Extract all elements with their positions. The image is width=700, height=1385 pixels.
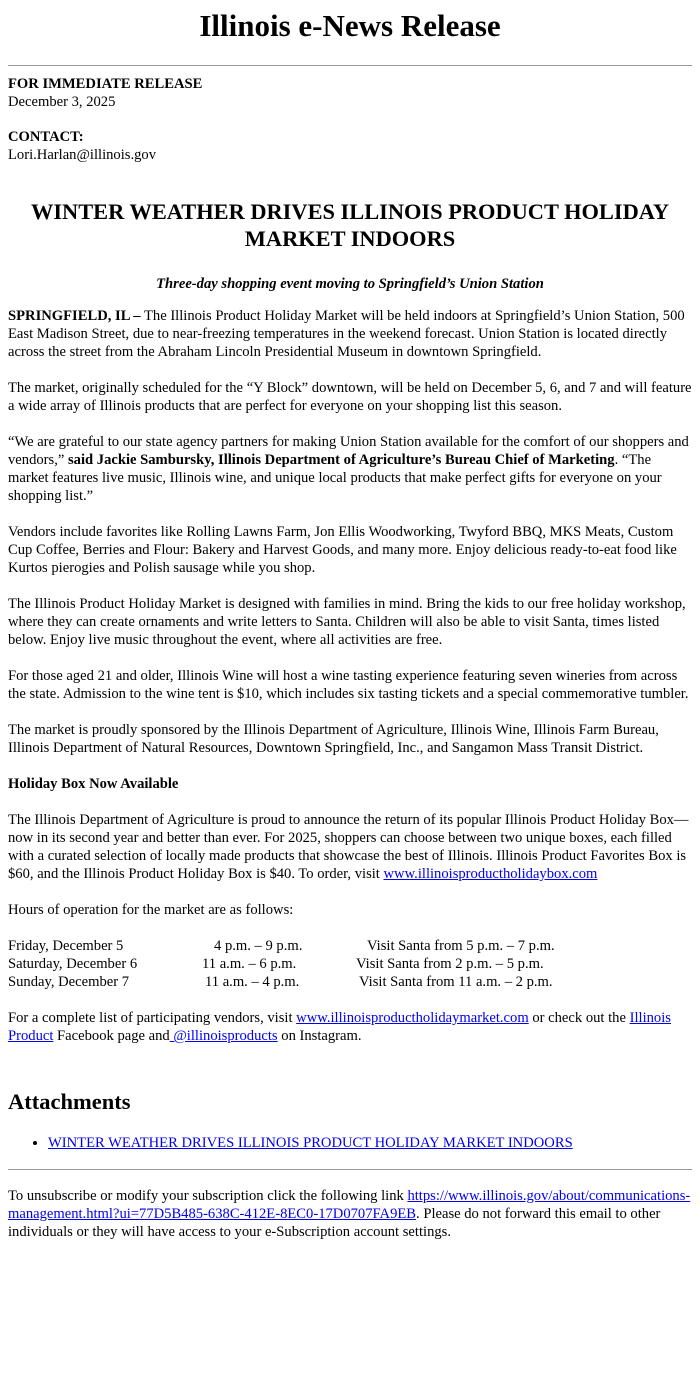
paragraph-6: For those aged 21 and older, Illinois Wine will host a wine tasting experience featuring seven wineries from across the state. Admission to the wine tent is $10, which includes six tasting tickets and a special commemorative tumbler. — [8, 668, 689, 702]
paragraph-7: The market is proudly sponsored by the Illinois Department of Agriculture, Illinois Wine, Illinois Farm Bureau, Illinois Department of Natural Resources, Downtown Springfield, Inc., and Sangamon Mass Transit District. — [8, 722, 659, 756]
paragraph-3 — [8, 433, 692, 505]
release-label: FOR IMMEDIATE RELEASE — [8, 76, 203, 92]
quote-part-1: “We are grateful to our state agency partners for making Union Station available for the comfort of our shoppers and vendors,” — [8, 434, 689, 468]
page-title: Illinois e-News Release — [199, 8, 501, 43]
hours-row — [8, 955, 692, 973]
attachment-link[interactable]: WINTER WEATHER DRIVES ILLINOIS PRODUCT HOLIDAY MARKET INDOORS — [48, 1135, 573, 1151]
quote-part-2: . “The market features live music, Illinois wine, and unique local products that make perfect gifts for everyone on your shopping list.” — [8, 452, 662, 504]
contact-label: CONTACT: — [8, 129, 84, 145]
hours-santa: Visit Santa from 5 p.m. – 7 p.m. — [367, 938, 555, 954]
hours-row — [8, 937, 692, 955]
holiday-box-heading: Holiday Box Now Available — [8, 776, 179, 792]
hours-row — [8, 973, 692, 991]
footer-text-b: . Please do not forward this email to other individuals or they will have access to your e-Subscription account settings. — [8, 1206, 661, 1240]
hours-day: Saturday, December 6 — [8, 956, 138, 972]
paragraph-1-text: The Illinois Product Holiday Market will be held indoors at Springfield’s Union Station, 500 East Madison Street, due to near-freezing temperatures in the weekend forecast. Union Station is located directly across the street from the Abraham Lincoln Presidential Museum in downtown Springfield. — [8, 308, 685, 360]
paragraph-9-text-d: on Instagram. — [277, 1028, 362, 1044]
paragraph-4: Vendors include favorites like Rolling Lawns Farm, Jon Ellis Woodworking, Twyford BBQ, MKS Meats, Custom Cup Coffee, Berries and Flour: Bakery and Harvest Goods, and many more. Enjoy delicious ready-to-eat food like Kurtos pierogies and Polish sausage while you shop. — [8, 524, 677, 576]
hours-table — [8, 937, 692, 991]
holiday-box-link[interactable]: www.illinoisproductholidaybox.com — [383, 866, 598, 882]
footer-text-a: To unsubscribe or modify your subscription click the following link — [8, 1188, 408, 1204]
paragraph-5: The Illinois Product Holiday Market is designed with families in mind. Bring the kids to our free holiday workshop, where they can create ornaments and write letters to Santa. Children will also be able to visit Santa, times listed below. Enjoy live music throughout the event, where all activities are free. — [8, 596, 686, 648]
instagram-link[interactable]: @illinoisproducts — [169, 1028, 278, 1044]
hours-santa: Visit Santa from 2 p.m. – 5 p.m. — [356, 956, 544, 972]
headline: WINTER WEATHER DRIVES ILLINOIS PRODUCT HOLIDAY MARKET INDOORS — [30, 199, 670, 251]
facebook-link[interactable]: Illinois Product — [8, 1010, 671, 1044]
unsubscribe-link[interactable]: https://www.illinois.gov/about/communications-management.html?ui=77D5B485-638C-412E-8EC0-17D0707FA9EB — [8, 1188, 691, 1222]
dateline: SPRINGFIELD, IL – — [8, 308, 141, 324]
hours-time: 4 p.m. – 9 p.m. — [214, 938, 303, 954]
hours-santa: Visit Santa from 11 a.m. – 2 p.m. — [359, 974, 553, 990]
subheadline: Three-day shopping event moving to Springfield’s Union Station — [156, 276, 544, 292]
vendors-link[interactable]: www.illinoisproductholidaymarket.com — [296, 1010, 529, 1026]
hours-time: 11 a.m. – 6 p.m. — [202, 956, 297, 972]
paragraph-1 — [8, 307, 692, 361]
hours-time: 11 a.m. – 4 p.m. — [205, 974, 300, 990]
footer-text — [8, 1187, 692, 1241]
attachments-list — [8, 1134, 692, 1152]
footer-divider — [8, 1169, 692, 1170]
paragraph-9-text-b: or check out the — [528, 1010, 630, 1026]
hours-day: Sunday, December 7 — [8, 974, 130, 990]
paragraph-8 — [8, 811, 692, 883]
paragraph-9 — [8, 1009, 692, 1045]
release-date: December 3, 2025 — [8, 94, 116, 110]
release-info — [8, 75, 692, 111]
hours-day: Friday, December 5 — [8, 938, 124, 954]
contact-info — [8, 128, 692, 164]
paragraph-9-text-c: Facebook page and — [53, 1028, 170, 1044]
hours-intro: Hours of operation for the market are as follows: — [8, 902, 294, 918]
paragraph-9-text-a: For a complete list of participating vendors, visit — [8, 1010, 297, 1026]
contact-email: Lori.Harlan@illinois.gov — [8, 147, 157, 163]
list-item — [48, 1134, 692, 1152]
header-divider — [8, 65, 692, 66]
paragraph-8-text: The Illinois Department of Agriculture is proud to announce the return of its popular Illinois Product Holiday Box—now in its second year and better than ever. For 2025, shoppers can choose between two unique boxes, each filled with a curated selection of locally made products that showcase the best of Illinois. Illinois Product Favorites Box is $60, and the Illinois Product Holiday Box is $40. To order, visit — [8, 812, 689, 882]
attachments-heading: Attachments — [8, 1089, 131, 1114]
paragraph-2: The market, originally scheduled for the “Y Block” downtown, will be held on December 5, 6, and 7 and will feature a wide array of Illinois products that are perfect for everyone on your shopping list this season. — [8, 380, 692, 414]
section-heading-holiday-box — [8, 775, 692, 793]
quote-attribution: said Jackie Sambursky, Illinois Department of Agriculture’s Bureau Chief of Marketing — [67, 452, 615, 468]
